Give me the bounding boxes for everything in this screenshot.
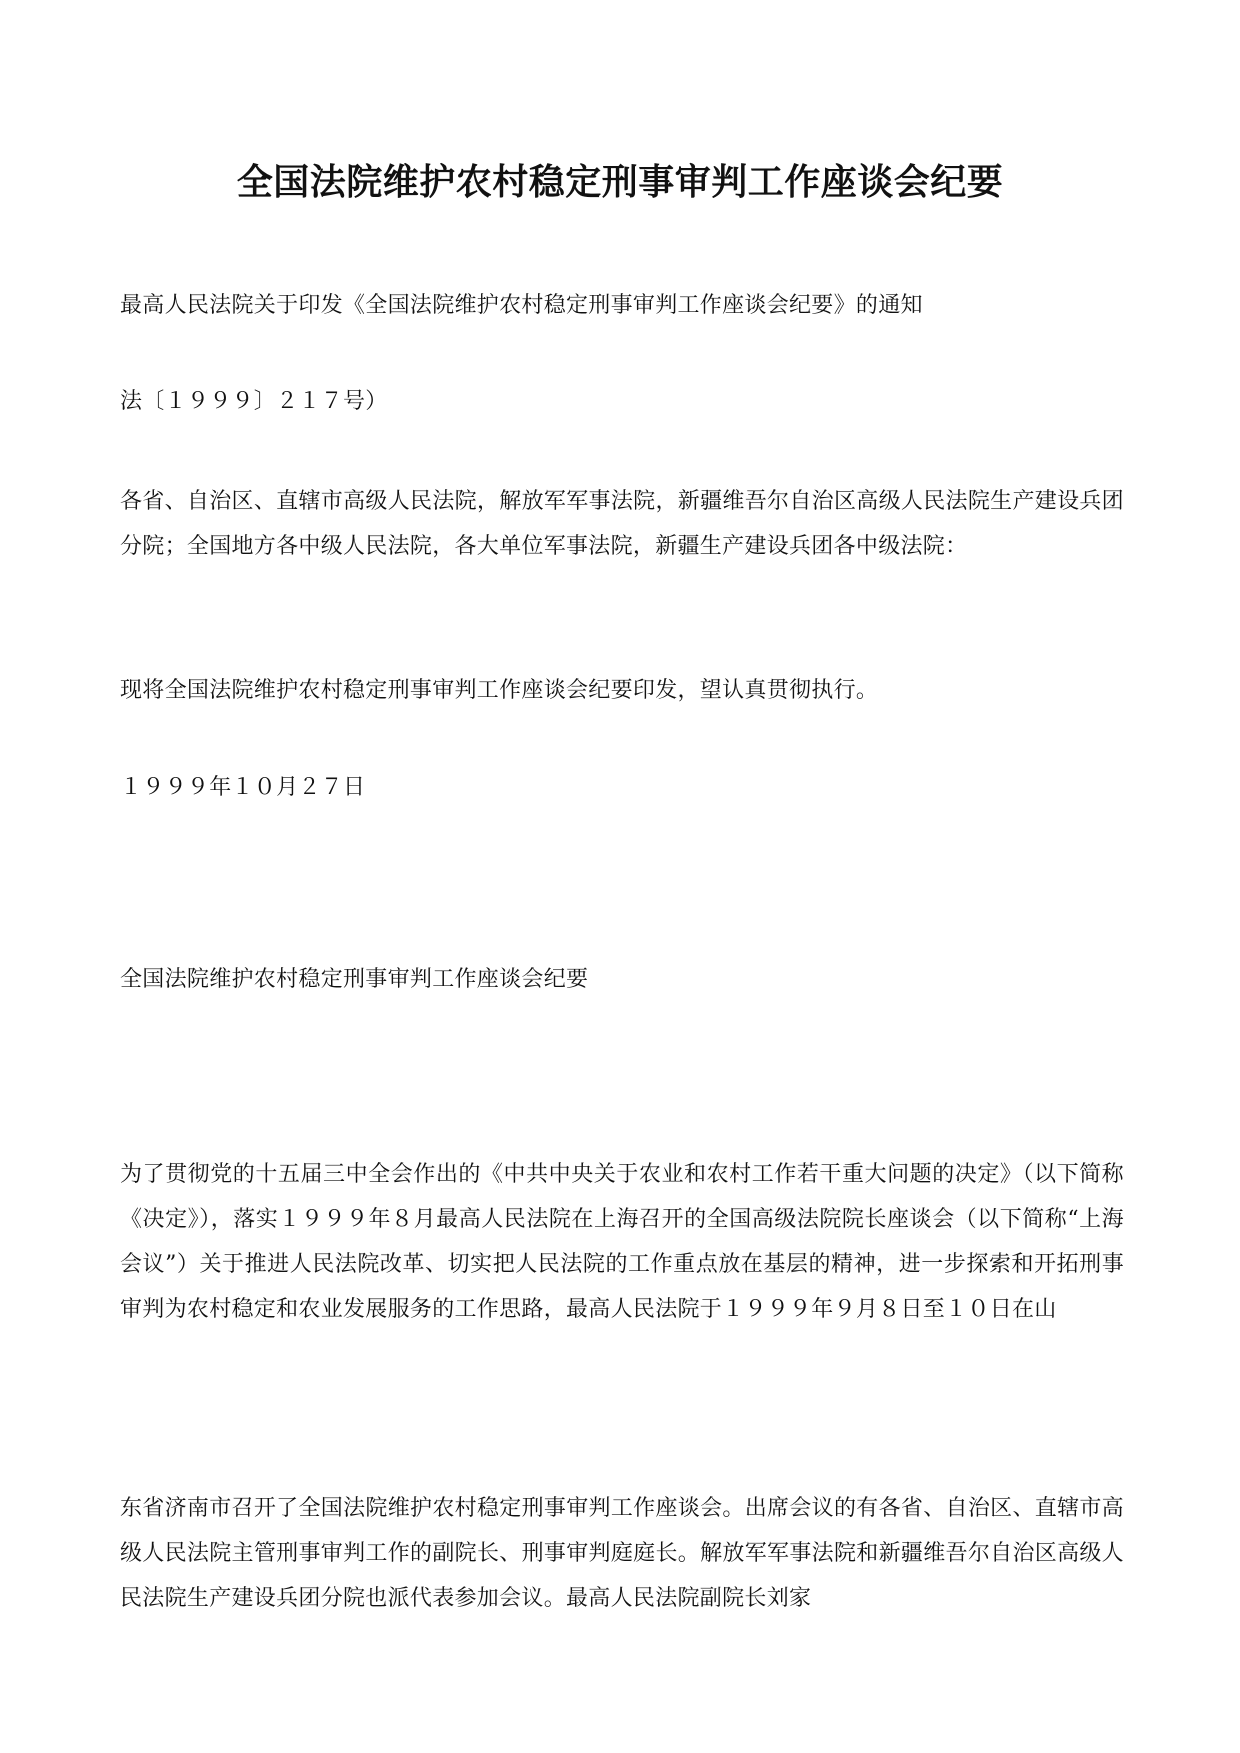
addressees-paragraph: 各省、自治区、直辖市高级人民法院，解放军军事法院，新疆维吾尔自治区高级人民法院生产建设兵团分院；全国地方各中级人民法院，各大单位军事法院，新疆生产建设兵团各中级法院： — [120, 489, 1124, 559]
document-subtitle: 全国法院维护农村稳定刑事审判工作座谈会纪要 — [120, 967, 589, 992]
body-paragraph-1: 为了贯彻党的十五届三中全会作出的《中共中央关于农业和农村工作若干重大问题的决定》（以下简称《决定》），落实１９９９年８月最高人民法院在上海召开的全国高级法院院长座谈会（以下简称“上海会议”）关于推进人民法院改革、切实把人民法院的工作重点放在基层的精神，进一步探索和开拓刑事审判为农村稳定和农业发展服务的工作思路，最高人民法院于１９９９年９月８日至１０日在山 — [120, 1162, 1124, 1322]
notice-line: 最高人民法院关于印发《全国法院维护农村稳定刑事审判工作座谈会纪要》的通知 — [120, 293, 923, 318]
issue-date: １９９９年１０月２７日 — [120, 775, 366, 800]
issue-statement: 现将全国法院维护农村稳定刑事审判工作座谈会纪要印发，望认真贯彻执行。 — [120, 678, 879, 703]
body-paragraph-2: 东省济南市召开了全国法院维护农村稳定刑事审判工作座谈会。出席会议的有各省、自治区、直辖市高级人民法院主管刑事审判工作的副院长、刑事审判庭庭长。解放军军事法院和新疆维吾尔自治区高级人民法院生产建设兵团分院也派代表参加会议。最高人民法院副院长刘家 — [120, 1496, 1124, 1611]
document-number: 法〔１９９９〕２１７号） — [120, 389, 388, 414]
document-title: 全国法院维护农村稳定刑事审判工作座谈会纪要 — [236, 161, 1004, 203]
